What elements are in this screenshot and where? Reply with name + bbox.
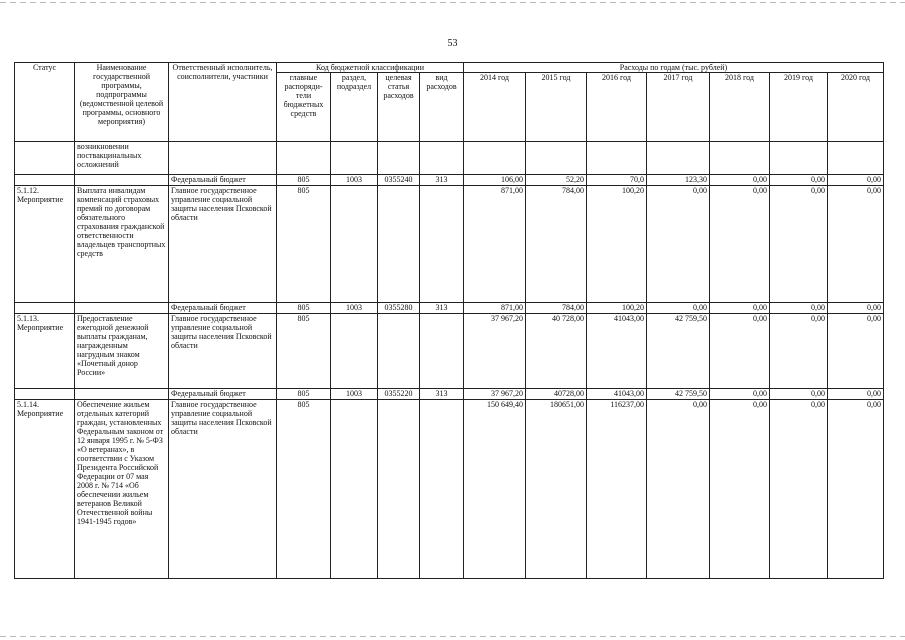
cell-2014: 106,00 — [464, 175, 526, 186]
page-number: 53 — [447, 38, 458, 49]
table-row-continuation — [15, 142, 884, 175]
cell-2017: 0,00 — [647, 186, 710, 303]
cell-2020: 0,00 — [828, 400, 884, 579]
cell-name: возникновении поствакцинальных осложнений — [75, 142, 169, 175]
cell-expense-type: 313 — [420, 175, 464, 186]
header-year-2017: 2017 год — [647, 73, 710, 142]
cell-2015: 52,20 — [526, 175, 587, 186]
cell-2018: 0,00 — [710, 400, 770, 579]
cell-2017: 0,00 — [647, 303, 710, 314]
cell-status — [15, 142, 75, 175]
cell-2018: 0,00 — [710, 314, 770, 389]
cell-2020: 0,00 — [828, 314, 884, 389]
cell-executor: Главное государственное управление социальной защиты населения Псковской области — [169, 400, 277, 579]
scan-edge-top — [0, 2, 905, 3]
cell-2020: 0,00 — [828, 303, 884, 314]
cell-2014: 37 967,20 — [464, 389, 526, 400]
cell-2015: 40 728,00 — [526, 314, 587, 389]
cell-status: 5.1.13. Мероприятие — [15, 314, 75, 389]
cell-2016: 41043,00 — [587, 314, 647, 389]
cell-grbs: 805 — [277, 389, 331, 400]
cell-budget-label: Федеральный бюджет — [169, 175, 277, 186]
header-row-top — [15, 63, 884, 73]
table-row-activity-5-1-13 — [15, 314, 884, 389]
table-row-federal-budget — [15, 303, 884, 314]
table-row-federal-budget — [15, 175, 884, 186]
cell-2017: 42 759,50 — [647, 389, 710, 400]
header-section: раздел, подраздел — [331, 73, 378, 142]
cell-2016: 116237,00 — [587, 400, 647, 579]
header-kbk: Код бюджетной классификации — [277, 63, 464, 73]
header-grbs: главные распоряди-тели бюджетных средств — [277, 73, 331, 142]
cell-2014: 150 649,40 — [464, 400, 526, 579]
cell-2015: 40728,00 — [526, 389, 587, 400]
table-row-activity-5-1-12 — [15, 186, 884, 303]
cell-name: Предоставление ежегодной денежной выплаты гражданам, награжденным нагрудным знаком «Почетный донор России» — [75, 314, 169, 389]
cell-2020: 0,00 — [828, 389, 884, 400]
cell-2018: 0,00 — [710, 175, 770, 186]
cell-2017: 123,30 — [647, 175, 710, 186]
cell-section: 1003 — [331, 389, 378, 400]
cell-2014: 871,00 — [464, 303, 526, 314]
cell-2018: 0,00 — [710, 186, 770, 303]
cell-2017: 0,00 — [647, 400, 710, 579]
cell-2018: 0,00 — [710, 303, 770, 314]
cell-target-article: 0355220 — [378, 389, 420, 400]
cell-2020: 0,00 — [828, 175, 884, 186]
cell-name: Выплата инвалидам компенсаций страховых премий по договорам обязательного страхования гражданской ответственности владельцев транспортных средств — [75, 186, 169, 303]
cell-grbs: 805 — [277, 186, 331, 303]
cell-2019: 0,00 — [770, 314, 828, 389]
cell-2017: 42 759,50 — [647, 314, 710, 389]
header-executor: Ответственный исполнитель, соисполнители, участники — [169, 63, 277, 142]
cell-2019: 0,00 — [770, 389, 828, 400]
cell-2020: 0,00 — [828, 186, 884, 303]
budget-table — [14, 62, 884, 579]
header-year-2015: 2015 год — [526, 73, 587, 142]
cell-grbs: 805 — [277, 400, 331, 579]
header-year-2018: 2018 год — [710, 73, 770, 142]
cell-2014: 871,00 — [464, 186, 526, 303]
header-status: Статус — [15, 63, 75, 142]
cell-section: 1003 — [331, 303, 378, 314]
cell-2018: 0,00 — [710, 389, 770, 400]
cell-2015: 180651,00 — [526, 400, 587, 579]
header-expenses: Расходы по годам (тыс. рублей) — [464, 63, 884, 73]
cell-2016: 100,20 — [587, 186, 647, 303]
cell-executor: Главное государственное управление социальной защиты населения Псковской области — [169, 186, 277, 303]
cell-expense-type: 313 — [420, 303, 464, 314]
table-row-activity-5-1-14 — [15, 400, 884, 579]
cell-2016: 100,20 — [587, 303, 647, 314]
cell-executor: Главное государственное управление социальной защиты населения Псковской области — [169, 314, 277, 389]
header-expense-type: вид расходов — [420, 73, 464, 142]
cell-2016: 70,0 — [587, 175, 647, 186]
header-year-2019: 2019 год — [770, 73, 828, 142]
header-year-2020: 2020 год — [828, 73, 884, 142]
cell-name: Обеспечение жильем отдельных категорий граждан, установленных Федеральным законом от 12 января 1995 г. № 5-ФЗ «О ветеранах», в соответствии с Указом Президента Российской Федерации от 07 мая 2008 г. № 714 «Об обеспечении жильем ветеранов Великой Отечественной войны 1941-1945 годов» — [75, 400, 169, 579]
cell-2019: 0,00 — [770, 400, 828, 579]
cell-target-article: 0355240 — [378, 175, 420, 186]
cell-2016: 41043,00 — [587, 389, 647, 400]
cell-status: 5.1.12. Мероприятие — [15, 186, 75, 303]
cell-2019: 0,00 — [770, 186, 828, 303]
cell-executor — [169, 142, 277, 175]
cell-budget-label: Федеральный бюджет — [169, 389, 277, 400]
cell-grbs: 805 — [277, 175, 331, 186]
cell-2014: 37 967,20 — [464, 314, 526, 389]
header-target-article: целевая статья расходов — [378, 73, 420, 142]
cell-status: 5.1.14. Мероприятие — [15, 400, 75, 579]
header-year-2016: 2016 год — [587, 73, 647, 142]
cell-2015: 784,00 — [526, 303, 587, 314]
cell-2019: 0,00 — [770, 303, 828, 314]
cell-grbs: 805 — [277, 314, 331, 389]
cell-section: 1003 — [331, 175, 378, 186]
cell-expense-type: 313 — [420, 389, 464, 400]
header-name: Наименование государственной программы, подпрограммы (ведомственной целевой программы, основного мероприятия) — [75, 63, 169, 142]
header-year-2014: 2014 год — [464, 73, 526, 142]
cell-2015: 784,00 — [526, 186, 587, 303]
cell-grbs: 805 — [277, 303, 331, 314]
cell-budget-label: Федеральный бюджет — [169, 303, 277, 314]
scan-edge-bottom — [0, 636, 905, 637]
cell-2019: 0,00 — [770, 175, 828, 186]
table-row-federal-budget — [15, 389, 884, 400]
cell-target-article: 0355280 — [378, 303, 420, 314]
